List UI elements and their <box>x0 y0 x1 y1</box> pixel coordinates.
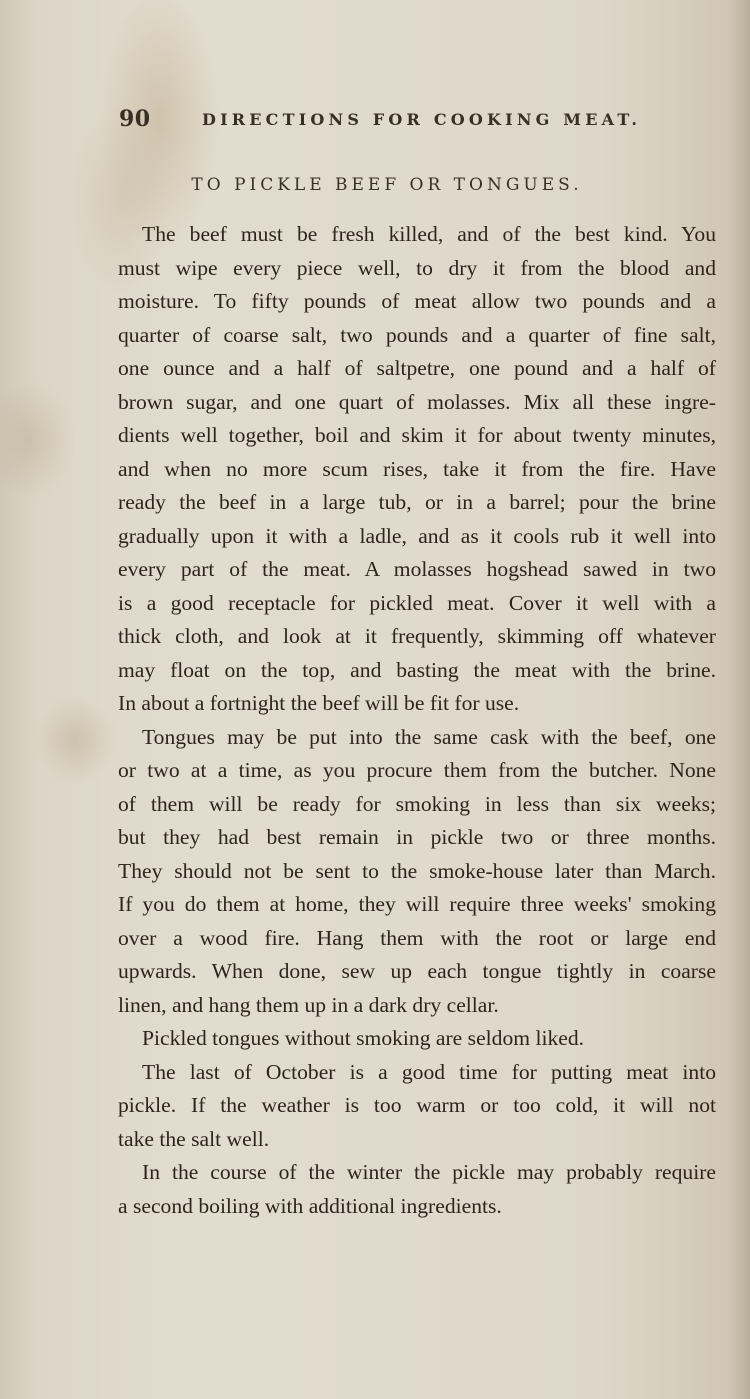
page-header <box>0 106 750 136</box>
recipe-text <box>118 218 716 1223</box>
text-line: must wipe every piece well, to dry it from the blood and <box>118 255 716 280</box>
page-number: 90 <box>119 106 151 132</box>
running-head: DIRECTIONS FOR COOKING MEAT. <box>202 110 642 129</box>
text-line: Pickled tongues without smoking are seldom liked. <box>142 1026 585 1050</box>
text-line: If you do them at home, they will require three weeks' smoking <box>118 892 716 916</box>
text-line: brown sugar, and one quart of molasses. Mix all these ingre- <box>118 389 716 414</box>
text-line: The beef must be fresh killed, and of the best kind. You <box>142 222 716 246</box>
text-line: Tongues may be put into the same cask with the beef, one <box>142 724 716 749</box>
text-line: one ounce and a half of saltpetre, one pound and a half of <box>118 356 716 380</box>
text-line: moisture. To fifty pounds of meat allow two pounds and a <box>118 289 716 313</box>
text-line: take the salt well. <box>118 1126 270 1151</box>
text-line: may float on the top, and basting the meat with the brine. <box>118 657 716 682</box>
text-line: over a wood fire. Hang them with the root or large end <box>118 925 716 950</box>
section-title: TO PICKLE BEEF OR TONGUES. <box>191 175 583 195</box>
text-line: pickle. If the weather is too warm or too cold, it will not <box>118 1093 716 1117</box>
text-line: of them will be ready for smoking in less than six weeks; <box>118 791 716 816</box>
text-line: The last of October is a good time for putting meat into <box>142 1059 716 1084</box>
text-line: They should not be sent to the smoke-house later than March. <box>118 858 716 883</box>
text-line: a second boiling with additional ingredients. <box>118 1193 502 1218</box>
text-line: or two at a time, as you procure them from the butcher. None <box>118 758 716 782</box>
text-line: thick cloth, and look at it frequently, skimming off whatever <box>118 624 716 648</box>
text-line: In the course of the winter the pickle may probably require <box>142 1160 716 1184</box>
text-line: dients well together, boil and skim it for about twenty minutes, <box>118 423 716 447</box>
text-line: is a good receptacle for pickled meat. Cover it well with a <box>118 590 716 615</box>
text-line: gradually upon it with a ladle, and as it cools rub it well into <box>118 523 716 548</box>
text-line: quarter of coarse salt, two pounds and a quarter of fine salt, <box>118 322 716 347</box>
text-line: every part of the meat. A molasses hogshead sawed in two <box>118 557 716 581</box>
text-line: In about a fortnight the beef will be fit for use. <box>118 691 520 715</box>
text-line: ready the beef in a large tub, or in a barrel; pour the brine <box>118 490 716 514</box>
text-line: but they had best remain in pickle two or three months. <box>118 825 716 849</box>
page-edge-shadow <box>728 0 750 1399</box>
text-line: and when no more scum rises, take it from the fire. Have <box>118 456 716 481</box>
text-line: upwards. When done, sew up each tongue tightly in coarse <box>118 959 716 983</box>
text-line: linen, and hang them up in a dark dry cellar. <box>118 992 499 1017</box>
